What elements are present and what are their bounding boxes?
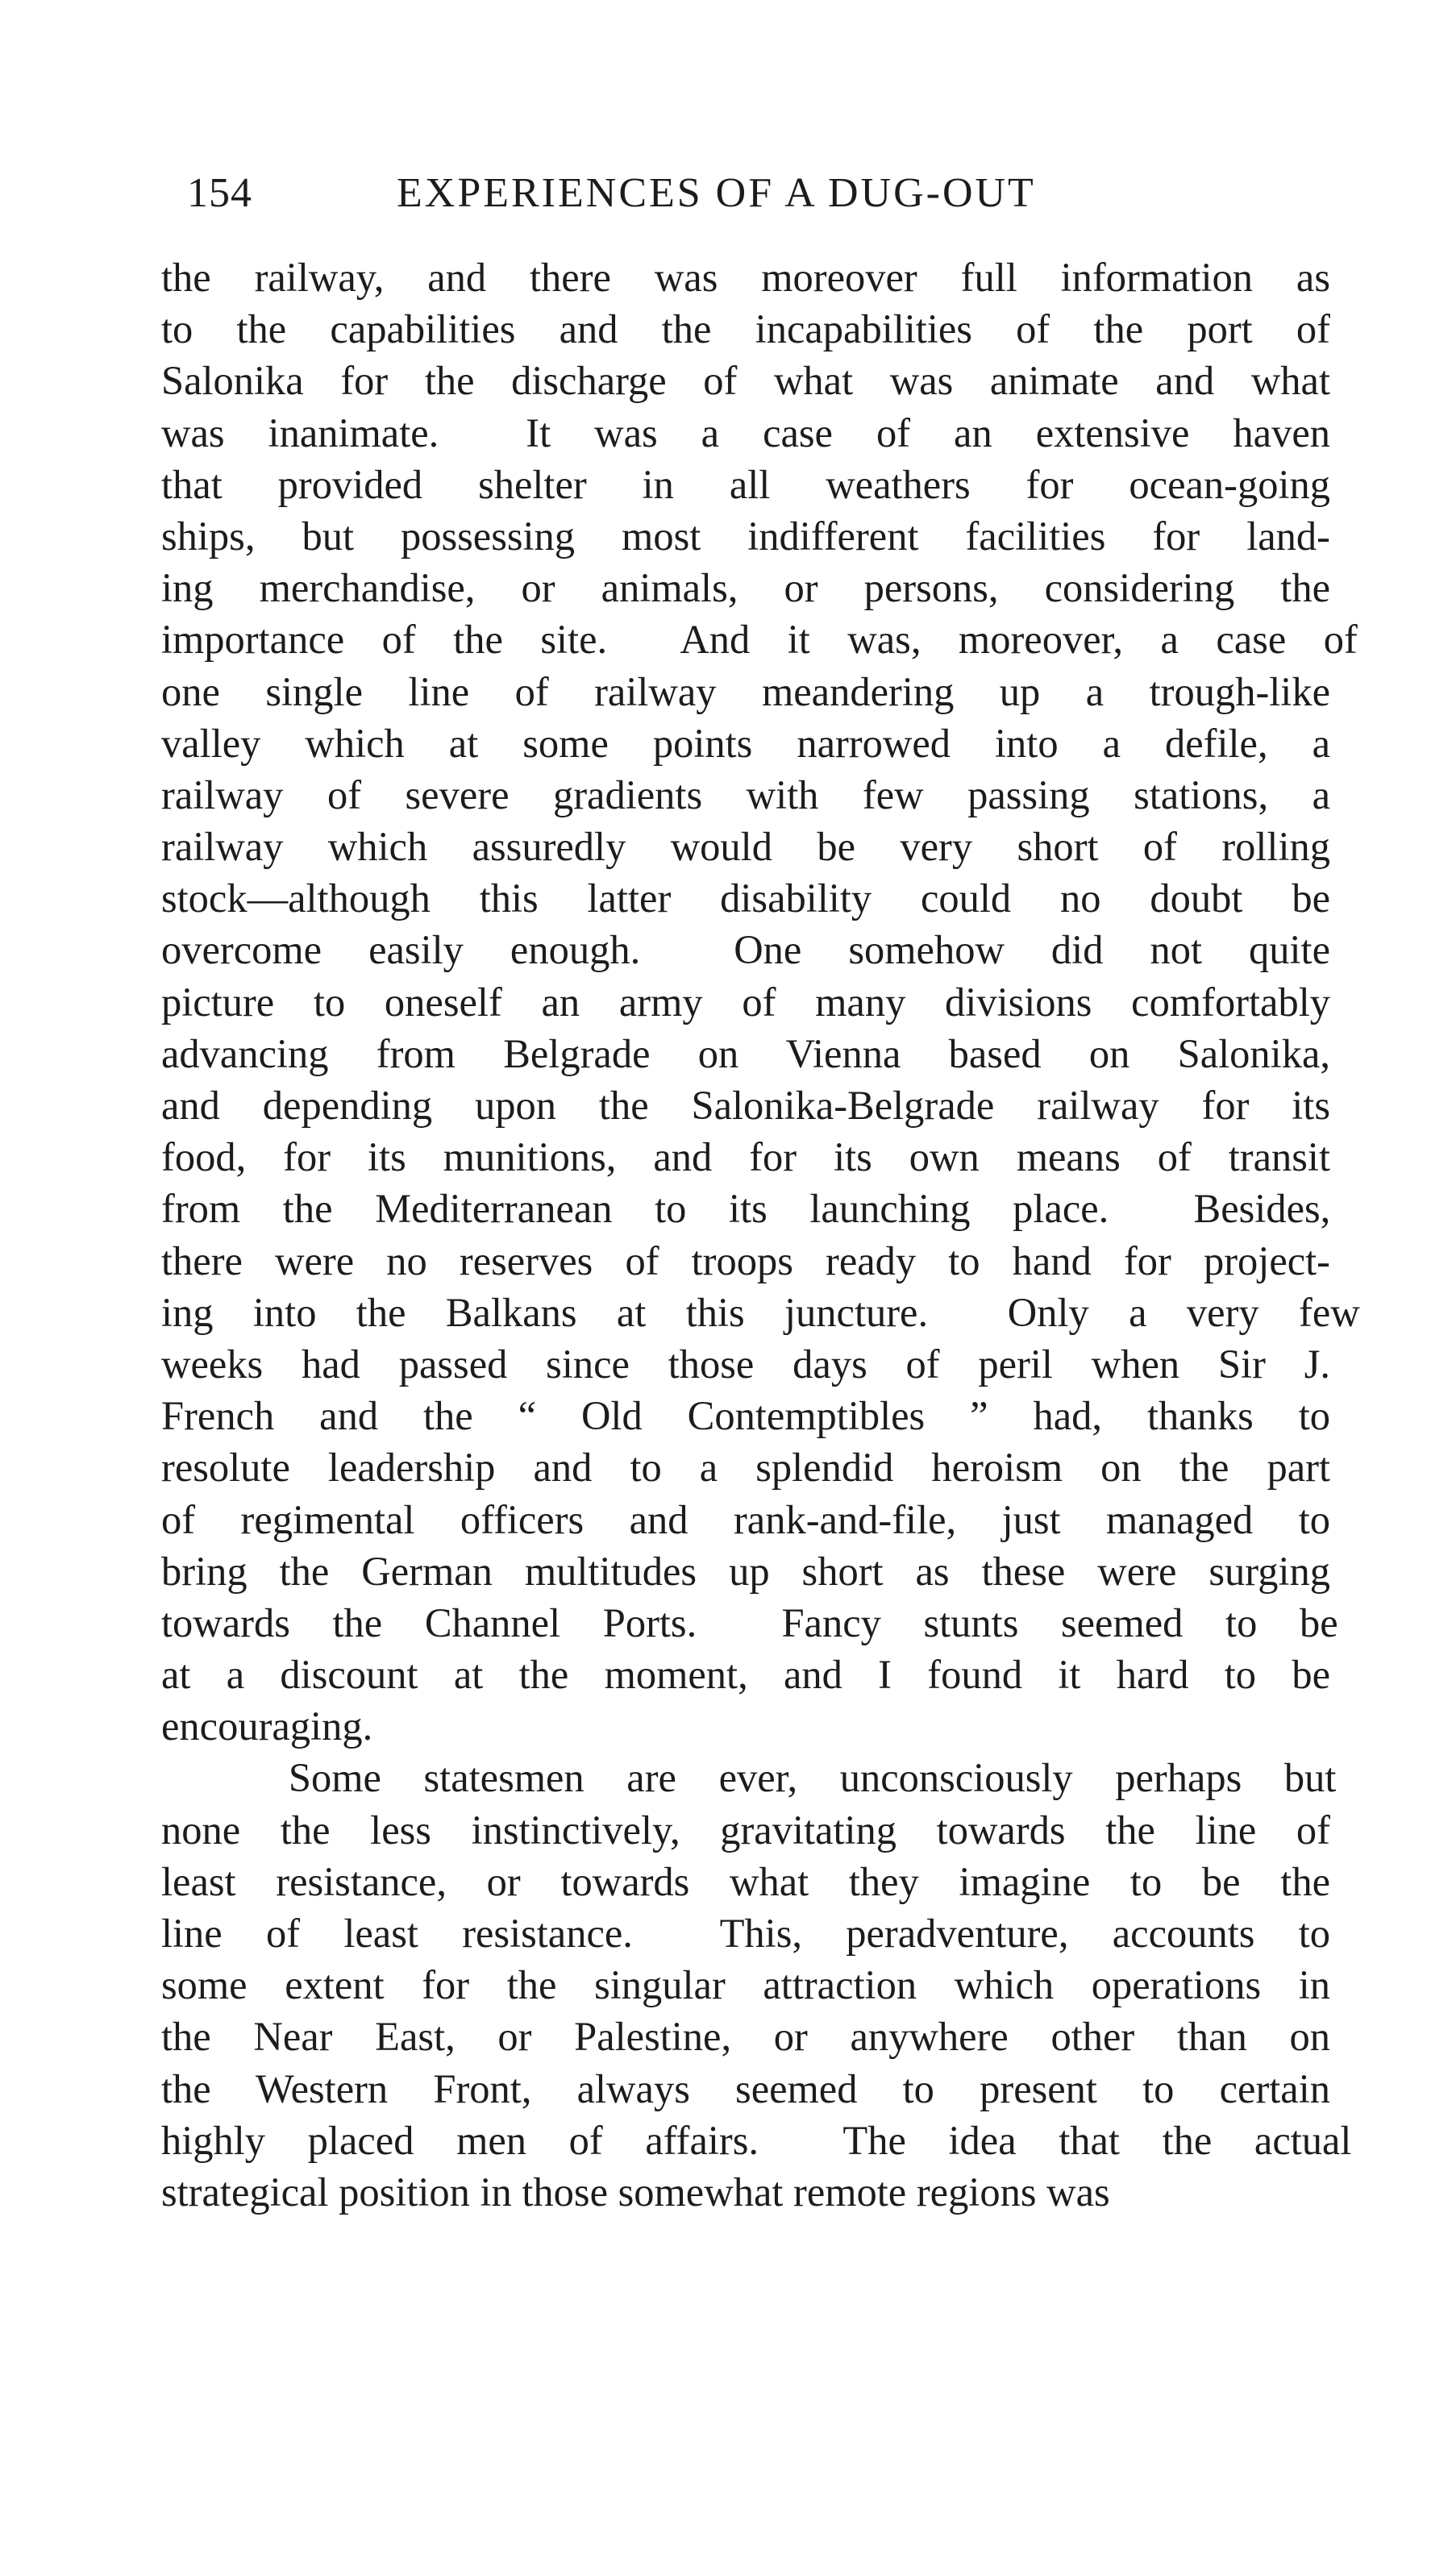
text-line: encouraging.: [161, 1703, 373, 1749]
text-line: resolute leadership and to a splendid heroism on the part: [161, 1445, 1330, 1491]
text-line: one single line of railway meandering up a trough-like: [161, 668, 1330, 714]
text-line: was inanimate. It was a case of an extensive haven: [161, 410, 1330, 455]
text-line: towards the Channel Ports. Fancy stunts seemed to be: [161, 1599, 1338, 1645]
text-line: stock—although this latter disability could no doubt be: [161, 876, 1330, 921]
text-line: least resistance, or towards what they imagine to be the: [161, 1858, 1330, 1904]
running-title: EXPERIENCES OF A DUG-OUT: [397, 170, 1036, 216]
text-line: there were no reserves of troops ready to hand for project-: [161, 1237, 1330, 1283]
text-line: railway which assuredly would be very short of rolling: [161, 824, 1330, 870]
text-line: highly placed men of affairs. The idea that the actual: [161, 2117, 1352, 2163]
text-line: the railway, and there was moreover full information as: [161, 255, 1330, 300]
text-line: bring the German multitudes up short as these were surging: [161, 1548, 1330, 1594]
text-line: valley which at some points narrowed into a defile, a: [161, 720, 1330, 766]
text-line: overcome easily enough. One somehow did not quite: [161, 927, 1330, 973]
text-line: Some statesmen are ever, unconsciously perhaps but: [161, 1755, 1337, 1801]
text-line: railway of severe gradients with few passing stations, a: [161, 772, 1330, 817]
text-line: ships, but possessing most indifferent facilities for land-: [161, 513, 1330, 559]
text-line: French and the “ Old Contemptibles ” had, thanks to: [161, 1393, 1330, 1439]
text-line: picture to oneself an army of many divisions comfortably: [161, 979, 1330, 1025]
paragraph-container: [161, 252, 1360, 2218]
text-line: Salonika for the discharge of what was animate and what: [161, 358, 1330, 404]
text-line: line of least resistance. This, peradventure, accounts to: [161, 1911, 1330, 1956]
text-line: the Near East, or Palestine, or anywhere other than on: [161, 2014, 1330, 2060]
paragraph: [161, 252, 1360, 1752]
text-line: strategical position in those somewhat remote regions was: [161, 2169, 1110, 2215]
running-head: [187, 165, 1348, 222]
text-line: food, for its munitions, and for its own means of transit: [161, 1134, 1330, 1180]
text-line: and depending upon the Salonika-Belgrade railway for its: [161, 1083, 1330, 1128]
text-line: that provided shelter in all weathers for ocean-going: [161, 461, 1330, 507]
text-line: the Western Front, always seemed to present to certain: [161, 2065, 1330, 2111]
text-line: ing merchandise, or animals, or persons, considering the: [161, 565, 1330, 611]
paragraph: [161, 1752, 1352, 2218]
text-line: of regimental officers and rank-and-file, just managed to: [161, 1496, 1330, 1542]
text-line: none the less instinctively, gravitating towards the line of: [161, 1807, 1330, 1853]
body-text: [161, 252, 1360, 2218]
text-line: from the Mediterranean to its launching place. Besides,: [161, 1186, 1331, 1232]
text-line: at a discount at the moment, and I found it hard to be: [161, 1652, 1330, 1698]
text-line: ing into the Balkans at this juncture. Only a very few: [161, 1289, 1360, 1335]
page-number: 154: [187, 170, 252, 216]
text-line: some extent for the singular attraction which operations in: [161, 1962, 1330, 2008]
text-line: advancing from Belgrade on Vienna based on Salonika,: [161, 1030, 1330, 1076]
text-line: importance of the site. And it was, moreover, a case of: [161, 617, 1358, 663]
text-line: to the capabilities and the incapabilities of the port of: [161, 306, 1330, 352]
text-line: weeks had passed since those days of peril when Sir J.: [161, 1341, 1330, 1387]
